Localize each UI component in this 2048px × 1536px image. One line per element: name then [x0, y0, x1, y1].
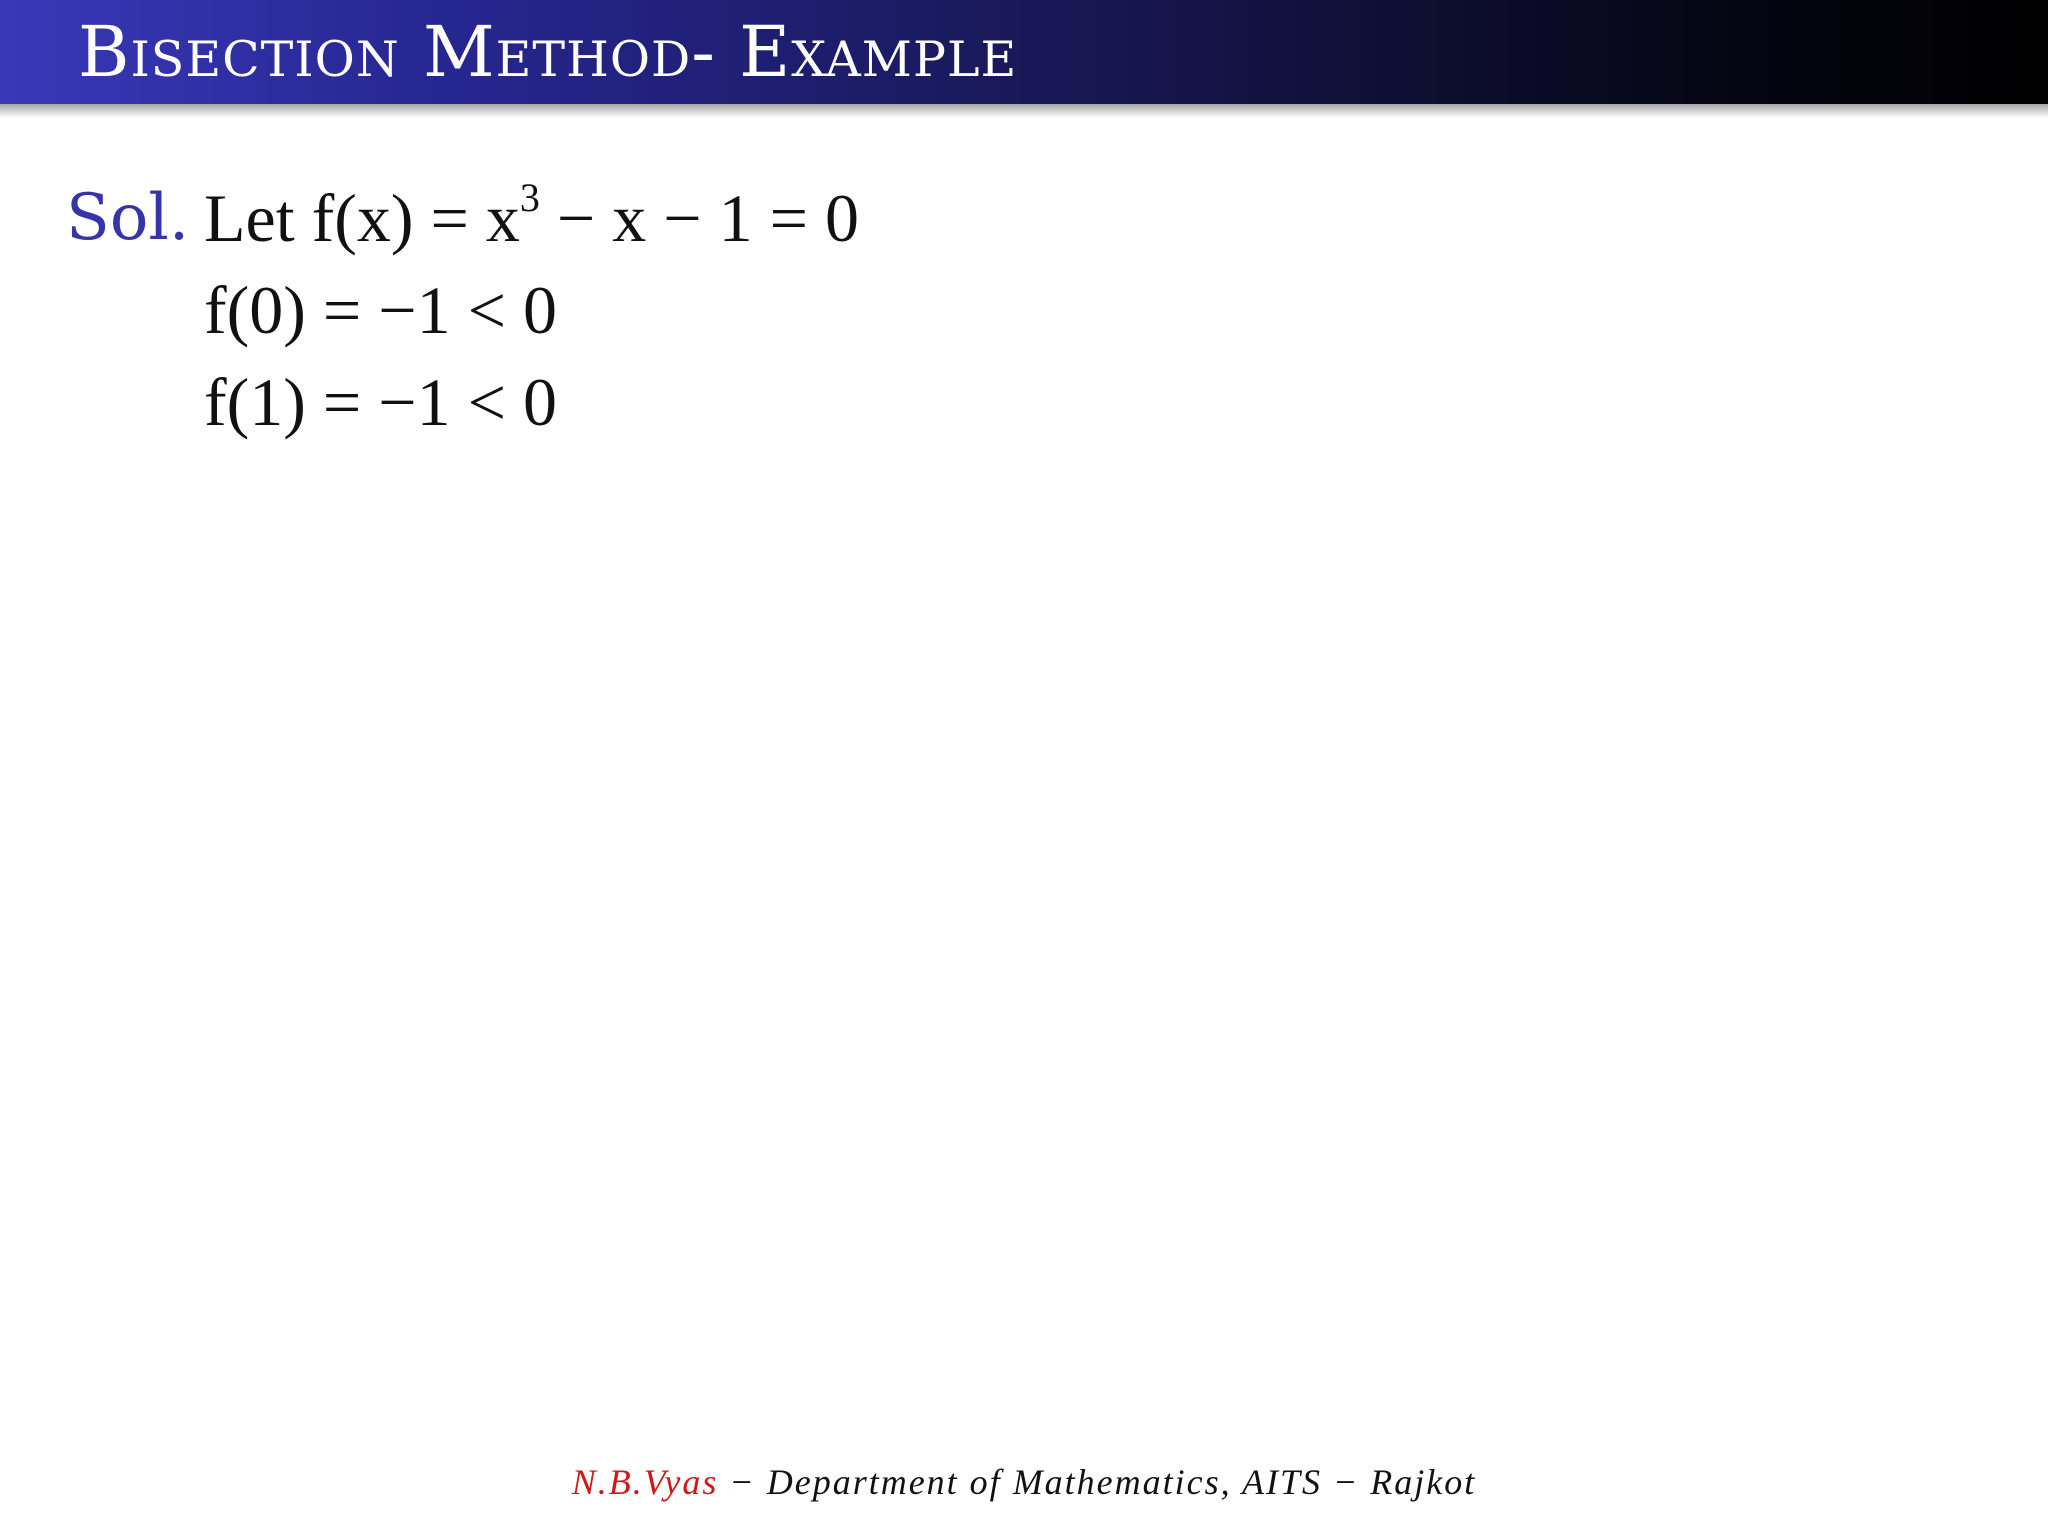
slide-title: Bisection Method- Example [78, 11, 1018, 93]
title-bar [0, 0, 2048, 104]
title-bar-shadow [0, 104, 2048, 118]
footer-author: N.B.Vyas [571, 1462, 719, 1502]
equation-rhs: − x − 1 = 0 [539, 180, 859, 256]
equation-definition [204, 175, 859, 258]
equation-exponent: 3 [519, 175, 540, 220]
footer-separator: − [718, 1462, 767, 1502]
solution-label: Sol. [66, 181, 190, 255]
footer-department: Department of Mathematics, AITS − Rajkot [766, 1462, 1477, 1502]
footer [0, 1460, 2048, 1504]
equation-f0: f(0) = −1 < 0 [204, 272, 557, 348]
equation-f1: f(1) = −1 < 0 [204, 364, 557, 440]
equation-lhs: Let f(x) = x [204, 180, 520, 256]
